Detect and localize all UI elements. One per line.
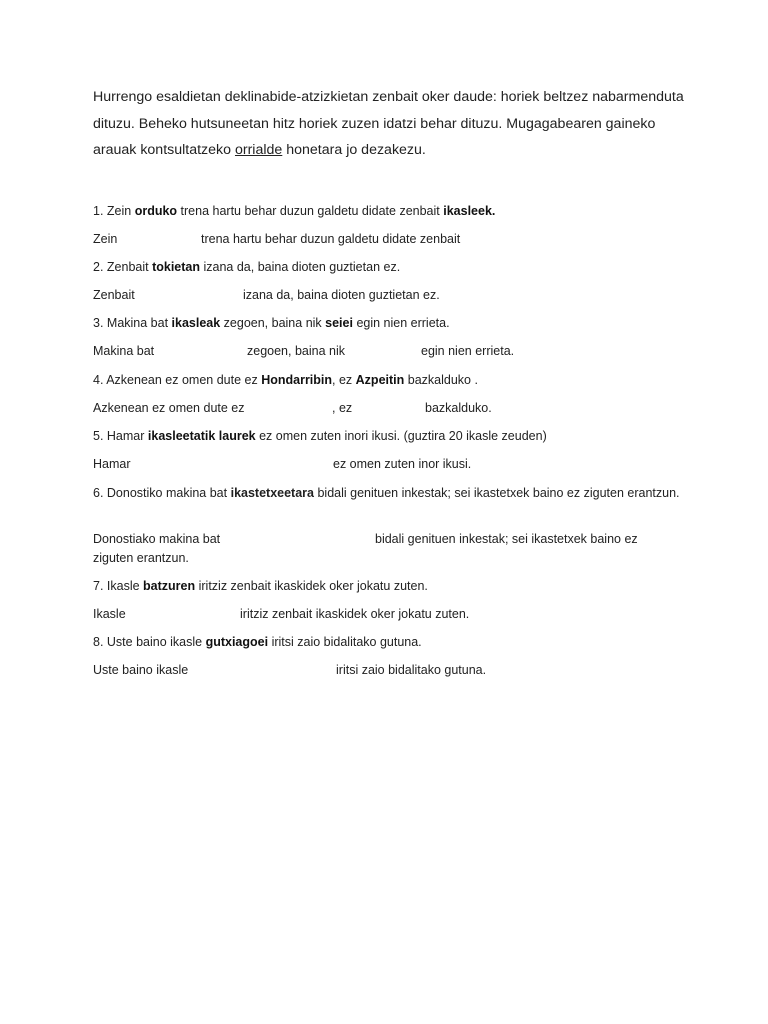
exercise-7-sentence: 7. Ikasle batzuren iritziz zenbait ikaskidek oker jokatu zuten. (93, 579, 428, 593)
error-word: ikasleak (171, 316, 221, 330)
instructions-paragraph (93, 84, 693, 164)
error-word: orduko (134, 204, 178, 218)
error-word: tokietan (152, 260, 201, 274)
error-word: ikastetxeetara (230, 486, 314, 500)
error-word: ikasleetatik laurek (147, 429, 256, 443)
error-word: Hondarribin (261, 373, 333, 387)
error-word: Azpeitin (355, 373, 405, 387)
instructions-text: Hurrengo esaldietan deklinabide-atzizkietan zenbait oker daude: horiek beltzez nabarmenduta dituzu. Beheko hutsuneetan hitz horiek zuzen idatzi behar dituzu. Mugagabearen gaineko arauak kontsultatzeko (93, 89, 684, 158)
error-word: gutxiagoei (205, 635, 269, 649)
instructions-text-end: honetara jo dezakezu. (282, 142, 426, 158)
error-word: seiei (325, 316, 353, 330)
error-word: ikasleek. (443, 204, 496, 218)
exercise-2-sentence: 2. Zenbait tokietan izana da, baina dioten guztietan ez. (93, 260, 401, 274)
document-page: Hurrengo esaldietan deklinabide-atzizkietan zenbait oker daude: horiek beltzez nabarmenduta dituzu. Beheko hutsuneetan hitz horiek zuzen idatzi behar dituzu. Mugagabearen gaineko arauak kontsultatzeko orrialde honetara jo dezakezu. 1. Zein orduko trena hartu behar duzun galdetu didate zenbait ikasleek. Zein trena hartu behar duzun galdetu didate zenbait 2. Zenbait tokietan izana da, baina dioten guztietan ez. Zenbait izana da, baina dioten guztietan ez. 3. Makina bat ikasleak zegoen, baina nik seiei egin nien errieta. Makina bat zegoen, baina nik egin nien errieta. 4. Azkenean ez omen dute ez Hondarribin, ez Azpeitin bazkalduko . Azkenean ez omen dute ez , ez bazkalduko. 5. Hamar ikasleetatik laurek ez omen zuten inori ikusi. (guztira 20 ikasle zeuden) Hamar ez omen zuten inor ikusi. 6. Donostiko makina bat ikastetxeetara bidali genituen inkestak; sei ikastetxek baino ez ziguten erantzun. Donostiako makina bat bidali genituen inkestak; sei ikastetxek baino ez ziguten erantzun. 7. Ikasle batzuren iritziz zenbait ikaskidek oker jokatu zuten. Ikasle iritziz zenbait ikaskidek oker jokatu zuten. 8. Uste baino ikasle gutxiagoei iritsi zaio bidalitako gutuna. Uste baino ikasle iritsi zaio bidalitako gutuna. (0, 0, 768, 1024)
exercise-3-sentence: 3. Makina bat ikasleak zegoen, baina nik seiei egin nien errieta. (93, 316, 450, 330)
exercise-1-sentence: 1. Zein orduko trena hartu behar duzun galdetu didate zenbait ikasleek. (93, 204, 496, 218)
exercise-6-sentence: 6. Donostiko makina bat ikastetxeetara bidali genituen inkestak; sei ikastetxek baino ez ziguten erantzun. (93, 486, 680, 500)
exercise-6-answer-line-cont: ziguten erantzun. (93, 551, 189, 565)
error-word: batzuren (143, 579, 196, 593)
exercise-5-sentence: 5. Hamar ikasleetatik laurek ez omen zuten inori ikusi. (guztira 20 ikasle zeuden) (93, 429, 547, 443)
orrialde-link[interactable]: orrialde (234, 142, 283, 158)
exercise-8-sentence: 8. Uste baino ikasle gutxiagoei iritsi zaio bidalitako gutuna. (93, 635, 422, 649)
exercise-4-sentence: 4. Azkenean ez omen dute ez Hondarribin, ez Azpeitin bazkalduko . (93, 373, 478, 387)
